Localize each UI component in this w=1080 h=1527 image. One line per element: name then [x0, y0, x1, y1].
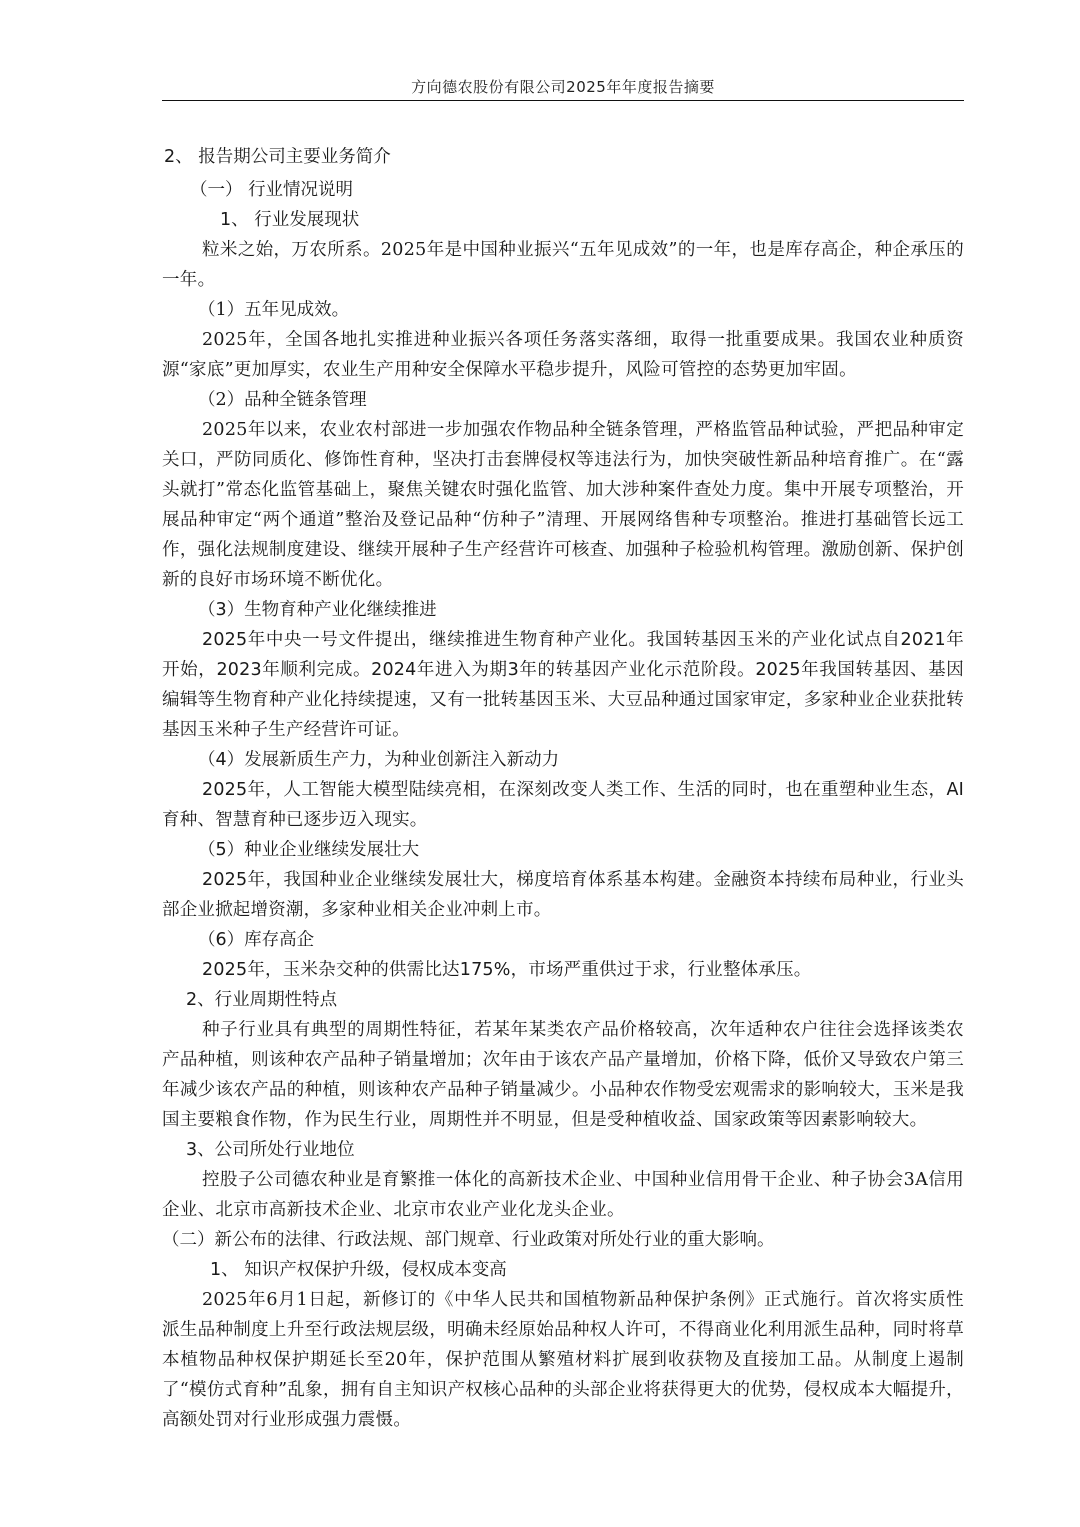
intro-paragraph: 粒米之始，万农所系。2025年是中国种业振兴“五年见成效”的一年，也是库存高企，种企承压的一年。	[162, 240, 964, 290]
sub3-body: 2025年中央一号文件提出，继续推进生物育种产业化。我国转基因玉米的产业化试点自2021年开始，2023年顺利完成。2024年进入为期3年的转基因产业化示范阶段。2025年我国转基因、基因编辑等生物育种产业化持续提速，又有一批转基因玉米、大豆品种通过国家审定，多家种业企业获批转基因玉米种子生产经营许可证。	[162, 630, 964, 740]
header-divider	[162, 100, 964, 101]
sub6-body: 2025年，玉米杂交种的供需比达175%，市场严重供过于求，行业整体承压。	[202, 960, 812, 980]
item1-heading: 1、 行业发展现状	[220, 210, 360, 230]
sub4-body: 2025年，人工智能大模型陆续亮相，在深刻改变人类工作、生活的同时，也在重塑种业生态，AI育种、智慧育种已逐步迈入现实。	[162, 780, 964, 830]
sub4-title: （4）发展新质生产力，为种业创新注入新动力	[198, 750, 560, 770]
section-heading: 2、 报告期公司主要业务简介	[164, 147, 391, 167]
part2-item1-heading: 1、 知识产权保护升级，侵权成本变高	[210, 1260, 507, 1280]
sub2-body: 2025年以来，农业农村部进一步加强农作物品种全链条管理，严格监管品种试验，严把品种审定关口，严防同质化、修饰性育种，坚决打击套牌侵权等违法行为，加快突破性新品种培育推广。在“露头就打”常态化监管基础上，聚焦关键农时强化监管、加大涉种案件查处力度。集中开展专项整治，开展品种审定“两个通道”整治及登记品种“仿种子”清理、开展网络售种专项整治。推进打基础管长远工作，强化法规制度建设、继续开展种子生产经营许可核查、加强种子检验机构管理。激励创新、保护创新的良好市场环境不断优化。	[162, 420, 964, 590]
item3-heading: 3、公司所处行业地位	[186, 1140, 355, 1160]
sub1-body: 2025年，全国各地扎实推进种业振兴各项任务落实落细，取得一批重要成果。我国农业种质资源“家底”更加厚实，农业生产用种安全保障水平稳步提升，风险可管控的态势更加牢固。	[162, 330, 964, 380]
part1-heading: （一） 行业情况说明	[190, 180, 354, 200]
sub3-title: （3）生物育种产业化继续推进	[198, 600, 437, 620]
item3-body: 控股子公司德农种业是育繁推一体化的高新技术企业、中国种业信用骨干企业、种子协会3A信用企业、北京市高新技术企业、北京市农业产业化龙头企业。	[162, 1170, 964, 1220]
item2-heading: 2、行业周期性特点	[186, 990, 338, 1010]
sub1-title: （1）五年见成效。	[198, 300, 350, 320]
item2-body: 种子行业具有典型的周期性特征，若某年某类农产品价格较高，次年适种农户往往会选择该类农产品种植，则该种农产品种子销量增加；次年由于该农产品产量增加，价格下降，低价又导致农户第三年减少该农产品的种植，则该种农产品种子销量减少。小品种农作物受宏观需求的影响较大，玉米是我国主要粮食作物，作为民生行业，周期性并不明显，但是受种植收益、国家政策等因素影响较大。	[162, 1020, 964, 1130]
report-header-title: 方向德农股份有限公司2025年年度报告摘要	[411, 78, 715, 96]
part2-heading: （二）新公布的法律、行政法规、部门规章、行业政策对所处行业的重大影响。	[162, 1230, 775, 1250]
part2-item1-body: 2025年6月1日起，新修订的《中华人民共和国植物新品种保护条例》正式施行。首次将实质性派生品种制度上升至行政法规层级，明确未经原始品种权人许可，不得商业化利用派生品种，同时将草本植物品种权保护期延长至20年，保护范围从繁殖材料扩展到收获物及直接加工品。从制度上遏制了“模仿式育种”乱象，拥有自主知识产权核心品种的头部企业将获得更大的优势，侵权成本大幅提升，高额处罚对行业形成强力震慑。	[162, 1290, 964, 1430]
sub6-title: （6）库存高企	[198, 930, 315, 950]
sub5-body: 2025年，我国种业企业继续发展壮大，梯度培育体系基本构建。金融资本持续布局种业，行业头部企业掀起增资潮，多家种业相关企业冲刺上市。	[162, 870, 964, 920]
document-body	[162, 142, 964, 1435]
sub5-title: （5）种业企业继续发展壮大	[198, 840, 420, 860]
sub2-title: （2）品种全链条管理	[198, 390, 367, 410]
